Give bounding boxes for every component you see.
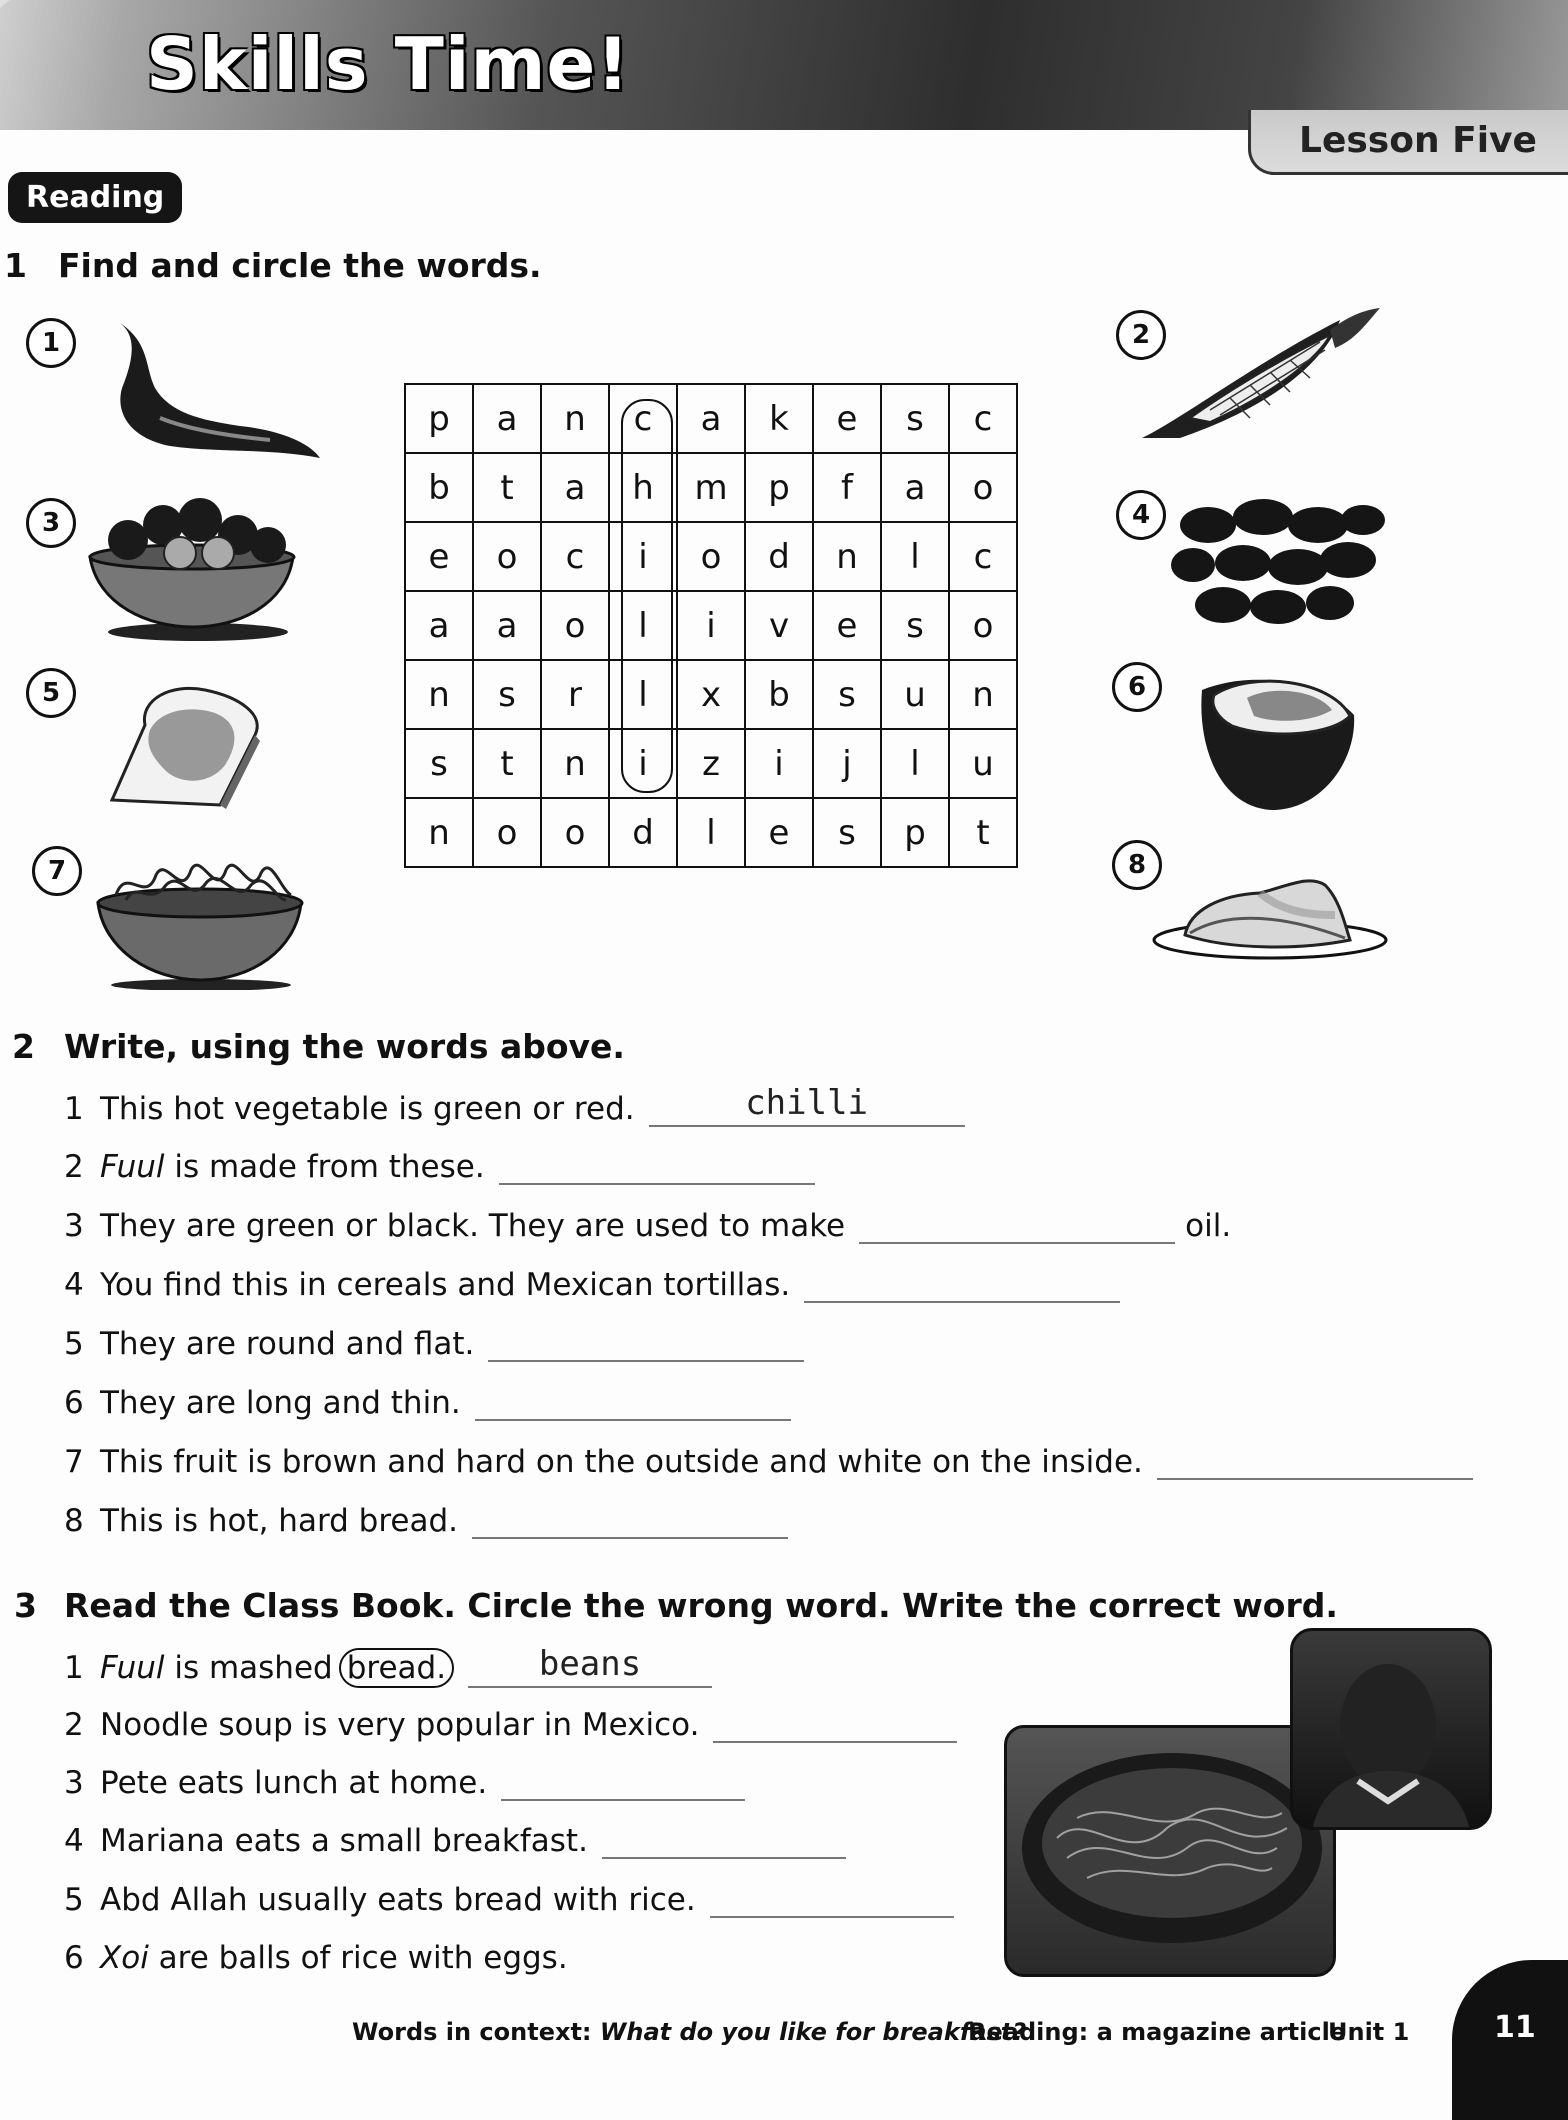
wordsearch-row xyxy=(405,453,1017,522)
wordsearch-cell[interactable]: v xyxy=(745,591,813,660)
wordsearch-row xyxy=(405,384,1017,453)
question-number: 5 xyxy=(64,1882,84,1918)
tortilla-picture xyxy=(1150,855,1390,965)
answer-blank-2[interactable] xyxy=(499,1149,815,1185)
s2-question-8 xyxy=(64,1503,788,1539)
question-text: Pete eats lunch at home. xyxy=(100,1765,488,1801)
picture-number-6: 6 xyxy=(1112,662,1162,712)
footer-unit: Unit 1 xyxy=(1328,2018,1410,2046)
footer-context-label: Words in context: xyxy=(352,2018,592,2046)
wordsearch-cell[interactable]: f xyxy=(813,453,881,522)
wordsearch-cell[interactable]: b xyxy=(745,660,813,729)
wordsearch-cell[interactable]: u xyxy=(949,729,1017,798)
answer-blank-s3-5[interactable] xyxy=(710,1882,954,1918)
s2-question-1 xyxy=(64,1083,965,1127)
wordsearch-cell[interactable]: d xyxy=(745,522,813,591)
question-number: 8 xyxy=(64,1503,84,1539)
question-number: 6 xyxy=(64,1385,84,1421)
wordsearch-cell[interactable]: p xyxy=(745,453,813,522)
wordsearch-cell[interactable]: n xyxy=(541,729,609,798)
question-number: 1 xyxy=(64,1650,84,1686)
wordsearch-cell[interactable]: l xyxy=(881,522,949,591)
question-number: 2 xyxy=(64,1149,84,1185)
wordsearch-cell[interactable]: i xyxy=(609,522,677,591)
circled-word-chilli xyxy=(621,399,673,793)
answer-blank-s3-3[interactable] xyxy=(501,1765,745,1801)
person-illustration xyxy=(1293,1631,1489,1827)
answer-blank-5[interactable] xyxy=(488,1326,804,1362)
wordsearch-cell[interactable]: a xyxy=(473,591,541,660)
answer-blank-3[interactable] xyxy=(859,1208,1175,1244)
s3-question-5 xyxy=(64,1882,954,1918)
circled-wrong-word: bread. xyxy=(339,1648,454,1688)
answer-blank-s3-4[interactable] xyxy=(602,1823,846,1859)
question-number: 3 xyxy=(64,1765,84,1801)
wordsearch-cell[interactable]: c xyxy=(949,522,1017,591)
wordsearch-grid[interactable] xyxy=(404,383,1018,868)
section1-title: Find and circle the words. xyxy=(58,246,542,285)
wordsearch-cell[interactable]: j xyxy=(813,729,881,798)
person-photo xyxy=(1290,1628,1492,1830)
picture-number-2: 2 xyxy=(1116,310,1166,360)
picture-number-1: 1 xyxy=(26,318,76,368)
s3-question-2 xyxy=(64,1707,957,1743)
wordsearch-cell[interactable]: a xyxy=(473,384,541,453)
question-number: 7 xyxy=(64,1444,84,1480)
question-number: 5 xyxy=(64,1326,84,1362)
section2-title: Write, using the words above. xyxy=(64,1027,625,1066)
wordsearch-cell[interactable]: n xyxy=(405,798,473,867)
picture-number-8: 8 xyxy=(1112,840,1162,890)
wordsearch-cell[interactable]: l xyxy=(677,798,745,867)
question-text: Mariana eats a small breakfast. xyxy=(100,1823,588,1859)
wordsearch-cell[interactable]: t xyxy=(473,453,541,522)
answer-blank-6[interactable] xyxy=(475,1385,791,1421)
picture-number-7: 7 xyxy=(32,846,82,896)
question-number: 1 xyxy=(64,1091,84,1127)
chilli-picture xyxy=(100,318,330,468)
question-text: This is hot, hard bread. xyxy=(100,1503,459,1539)
wordsearch-cell[interactable]: e xyxy=(405,522,473,591)
s3-question-3 xyxy=(64,1765,745,1801)
wordsearch-cell[interactable]: a xyxy=(677,384,745,453)
picture-number-4: 4 xyxy=(1116,490,1166,540)
wordsearch-cell[interactable]: r xyxy=(541,660,609,729)
question-number: 4 xyxy=(64,1823,84,1859)
question-text: Noodle soup is very popular in Mexico. xyxy=(100,1707,700,1743)
footer-context-title: What do you like for breakfast? xyxy=(599,2018,1027,2046)
wordsearch-cell[interactable]: n xyxy=(813,522,881,591)
question-text: This fruit is brown and hard on the outside and white on the inside. xyxy=(100,1444,1143,1480)
question-text: is mashed xyxy=(164,1650,333,1686)
wordsearch-cell[interactable]: n xyxy=(541,384,609,453)
italic-word: Fuul xyxy=(100,1650,165,1686)
wordsearch-cell[interactable]: z xyxy=(677,729,745,798)
question-text: You find this in cereals and Mexican tortillas. xyxy=(100,1267,791,1303)
wordsearch-cell[interactable]: x xyxy=(677,660,745,729)
section2-number: 2 xyxy=(12,1027,35,1066)
wordsearch-cell[interactable]: p xyxy=(405,384,473,453)
wordsearch-cell[interactable]: l xyxy=(881,729,949,798)
wordsearch-cell[interactable]: e xyxy=(813,591,881,660)
wordsearch-cell[interactable]: e xyxy=(745,798,813,867)
lesson-tab xyxy=(1248,110,1568,175)
wordsearch-cell[interactable]: u xyxy=(881,660,949,729)
coconut-picture xyxy=(1192,660,1362,815)
handwritten-answer: beans xyxy=(538,1644,642,1684)
wordsearch-cell[interactable]: s xyxy=(881,591,949,660)
wordsearch-cell[interactable]: s xyxy=(405,729,473,798)
wordsearch-row xyxy=(405,729,1017,798)
wordsearch-cell[interactable]: o xyxy=(541,798,609,867)
toast-picture xyxy=(90,675,270,810)
wordsearch-cell[interactable]: o xyxy=(541,591,609,660)
answer-blank-s3-1[interactable] xyxy=(468,1644,712,1688)
answer-blank-8[interactable] xyxy=(472,1503,788,1539)
s3-question-1 xyxy=(64,1644,712,1688)
handwritten-answer: chilli xyxy=(745,1083,869,1123)
section3-title: Read the Class Book. Circle the wrong word. Write the correct word. xyxy=(64,1586,1338,1625)
wordsearch-cell[interactable]: b xyxy=(405,453,473,522)
question-number: 4 xyxy=(64,1267,84,1303)
s2-question-7 xyxy=(64,1444,1473,1480)
wordsearch-cell[interactable]: c xyxy=(949,384,1017,453)
wordsearch-cell[interactable]: i xyxy=(745,729,813,798)
s2-question-6 xyxy=(64,1385,791,1421)
wordsearch-cell[interactable]: c xyxy=(541,522,609,591)
wordsearch-cell[interactable]: e xyxy=(813,384,881,453)
s2-question-5 xyxy=(64,1326,804,1362)
wordsearch-cell[interactable]: m xyxy=(677,453,745,522)
s3-question-6 xyxy=(64,1940,568,1976)
question-text: They are round and flat. xyxy=(100,1326,475,1362)
wordsearch-cell[interactable]: p xyxy=(881,798,949,867)
footer-context xyxy=(352,2018,1026,2046)
wordsearch-cell[interactable]: o xyxy=(677,522,745,591)
italic-word: Xoi xyxy=(100,1940,149,1976)
wordsearch-cell[interactable]: h xyxy=(609,453,677,522)
footer-reading: Reading: a magazine article xyxy=(968,2018,1347,2046)
wordsearch-row xyxy=(405,522,1017,591)
wordsearch-cell[interactable]: i xyxy=(609,729,677,798)
wordsearch-cell[interactable]: s xyxy=(881,384,949,453)
wordsearch-cell[interactable]: o xyxy=(473,798,541,867)
trailing-text: oil. xyxy=(1185,1208,1232,1244)
wordsearch-row xyxy=(405,591,1017,660)
wordsearch-cell[interactable]: l xyxy=(609,660,677,729)
wordsearch-row xyxy=(405,660,1017,729)
wordsearch-cell[interactable]: s xyxy=(813,798,881,867)
s2-question-4 xyxy=(64,1267,1120,1303)
beans-picture xyxy=(1168,495,1388,635)
picture-number-3: 3 xyxy=(26,498,76,548)
wordsearch-cell[interactable]: o xyxy=(949,453,1017,522)
answer-blank-7[interactable] xyxy=(1157,1444,1473,1480)
wordsearch-cell[interactable]: t xyxy=(949,798,1017,867)
wordsearch-cell[interactable]: i xyxy=(677,591,745,660)
page-number: 11 xyxy=(1494,2010,1536,2045)
lesson-label: Lesson Five xyxy=(1299,120,1537,161)
s3-question-4 xyxy=(64,1823,846,1859)
wordsearch-cell[interactable]: d xyxy=(609,798,677,867)
wordsearch-cell[interactable]: s xyxy=(473,660,541,729)
question-text: is made from these. xyxy=(164,1149,485,1185)
wordsearch-cell[interactable]: n xyxy=(949,660,1017,729)
wordsearch-cell[interactable]: o xyxy=(473,522,541,591)
question-text: Abd Allah usually eats bread with rice. xyxy=(100,1882,696,1918)
wordsearch-cell[interactable]: a xyxy=(541,453,609,522)
wordsearch-cell[interactable]: c xyxy=(609,384,677,453)
noodle-soup-illustration xyxy=(1007,1728,1333,1974)
reading-badge: Reading xyxy=(8,172,182,223)
page-title: Skills Time! xyxy=(146,22,631,106)
noodles-bowl-picture xyxy=(96,845,306,990)
wordsearch-cell[interactable]: l xyxy=(609,591,677,660)
answer-blank-s3-2[interactable] xyxy=(713,1707,957,1743)
noodle-soup-photo xyxy=(1004,1725,1336,1977)
question-number: 3 xyxy=(64,1208,84,1244)
question-text: are balls of rice with eggs. xyxy=(148,1940,568,1976)
wordsearch-cell[interactable]: a xyxy=(881,453,949,522)
question-number: 6 xyxy=(64,1940,84,1976)
question-number: 2 xyxy=(64,1707,84,1743)
corn-picture xyxy=(1140,300,1390,450)
answer-blank-1[interactable] xyxy=(649,1083,965,1127)
italic-word: Fuul xyxy=(100,1149,165,1185)
picture-number-5: 5 xyxy=(26,668,76,718)
wordsearch-cell[interactable]: a xyxy=(405,591,473,660)
wordsearch-cell[interactable]: t xyxy=(473,729,541,798)
section3-number: 3 xyxy=(14,1586,37,1625)
s2-question-3 xyxy=(64,1208,1231,1244)
answer-blank-4[interactable] xyxy=(804,1267,1120,1303)
olives-bowl-picture xyxy=(88,495,298,645)
wordsearch-cell[interactable]: n xyxy=(405,660,473,729)
question-text: They are green or black. They are used to make xyxy=(100,1208,846,1244)
wordsearch-cell[interactable]: s xyxy=(813,660,881,729)
question-text: They are long and thin. xyxy=(100,1385,461,1421)
wordsearch-row xyxy=(405,798,1017,867)
section1-number: 1 xyxy=(4,246,27,285)
s2-question-2 xyxy=(64,1149,815,1185)
wordsearch-cell[interactable]: o xyxy=(949,591,1017,660)
question-text: This hot vegetable is green or red. xyxy=(100,1091,635,1127)
wordsearch-cell[interactable]: k xyxy=(745,384,813,453)
